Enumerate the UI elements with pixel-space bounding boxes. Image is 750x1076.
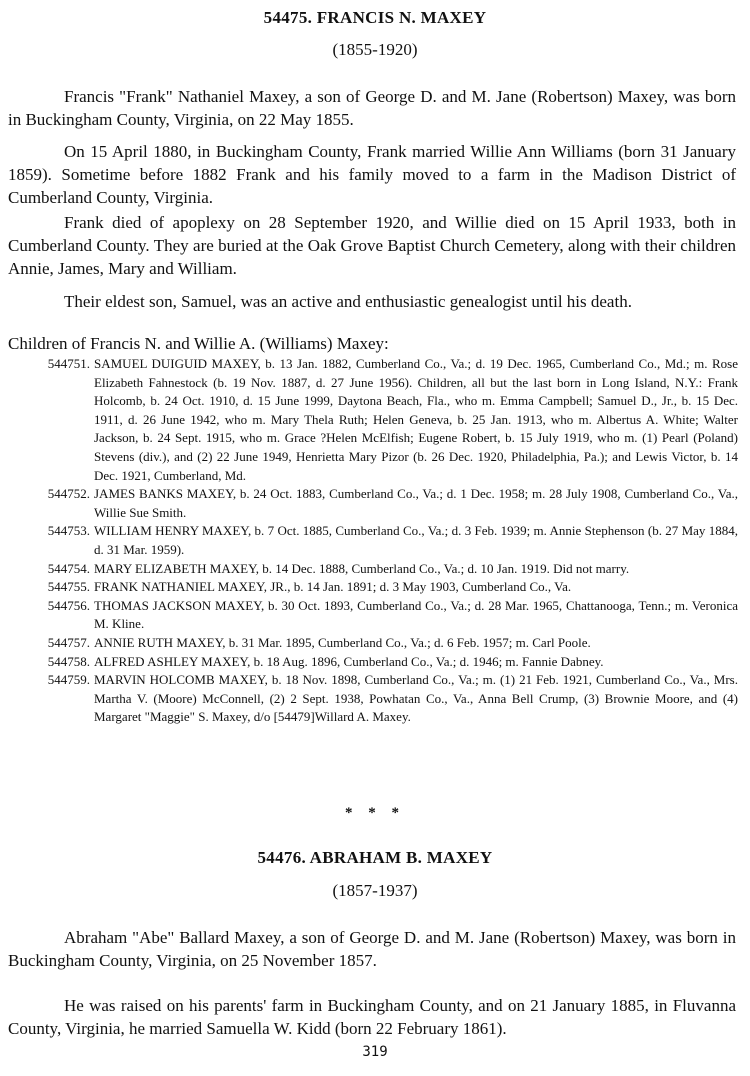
list-item [8,560,738,579]
child-number: 544759. [47,672,90,688]
page-number: 319 [362,1044,388,1060]
list-item [8,653,738,672]
list-item [8,597,738,634]
child-number: 544756. [47,597,90,613]
child-entry: JAMES BANKS MAXEY, b. 24 Oct. 1883, Cumberland Co., Va.; d. 1 Dec. 1958; m. 28 July 1908, Cumberland Co., Va., Willie Sue Smith. [94,486,738,520]
list-item [8,485,738,522]
child-number: 544755. [47,579,90,595]
list-item [8,355,738,485]
list-item [8,634,738,653]
child-entry: MARY ELIZABETH MAXEY, b. 14 Dec. 1888, Cumberland Co., Va.; d. 10 Jan. 1919. Did not marry. [94,560,630,576]
child-entry: ANNIE RUTH MAXEY, b. 31 Mar. 1895, Cumberland Co., Va.; d. 6 Feb. 1957; m. Carl Poole. [94,634,591,650]
child-entry: ALFRED ASHLEY MAXEY, b. 18 Aug. 1896, Cumberland Co., Va.; d. 1946; m. Fannie Dabney. [94,653,604,669]
list-item [8,522,738,559]
child-entry: SAMUEL DUIGUID MAXEY, b. 13 Jan. 1882, Cumberland Co., Va.; d. 19 Dec. 1965, Cumberland Co., Md.; m. Rose Elizabeth Fahnestock (b. 19 Nov. 1887, d. 27 June 1956). Children, all but the last born in Long Island, N.Y.: Frank Holcomb, b. 24 Oct. 1910, d. 15 June 1999, Daytona Beach, Fla., who m. Emma Campbell; Samuel D., Jr., b. 15 Dec. 1911, d. 26 June 1942, who m. Mary Thela Ruth; Helen Geneva, b. 25 Jan. 1913, who m. Albertus A. White; Walter Jackson, b. 24 Sept. 1915, who m. Grace ?Helen McElfish; Eugene Robert, b. 15 July 1919, who m. (1) Pearl (Poland) Stevens (div.), and (2) 22 June 1949, Henrietta Mary Pizor (b. 26 Dec. 1920, Philadelphia, Pa.); and Lewis Victor, b. 14 Dec. 1921, Cumberland, Md. [94,356,738,483]
list-item [8,578,738,597]
child-number: 544752. [47,486,90,502]
child-number: 544758. [47,653,90,669]
section-separator: * * * [345,805,405,821]
paragraph: Francis "Frank" Nathaniel Maxey, a son of George D. and M. Jane (Robertson) Maxey, was born in Buckingham County, Virginia, on 22 May 1855. [8,87,736,129]
children-list [8,355,738,727]
child-number: 544751. [47,356,90,371]
list-item [8,671,738,727]
section-heading: 54475. FRANCIS N. MAXEY [263,8,487,27]
child-entry: WILLIAM HENRY MAXEY, b. 7 Oct. 1885, Cumberland Co., Va.; d. 3 Feb. 1939; m. Annie Stephenson (b. 27 May 1884, d. 31 Mar. 1959). [94,523,738,557]
child-entry: FRANK NATHANIEL MAXEY, JR., b. 14 Jan. 1891; d. 3 May 1903, Cumberland Co., Va. [94,579,572,595]
child-number: 544754. [47,560,90,576]
child-number: 544757. [47,634,90,650]
section-heading: 54476. ABRAHAM B. MAXEY [257,848,493,867]
children-intro: Children of Francis N. and Willie A. (Williams) Maxey: [8,334,389,353]
paragraph: Frank died of apoplexy on 28 September 1920, and Willie died on 15 April 1933, both in Cumberland County. They are buried at the Oak Grove Baptist Church Cemetery, along with their children Annie, James, Mary and William. [8,213,736,278]
paragraph: On 15 April 1880, in Buckingham County, Frank married Willie Ann Williams (born 31 January 1859). Sometime before 1882 Frank and his family moved to a farm in the Madison District of Cumberland County, Virginia. [8,142,736,207]
section-dates: (1857-1937) [332,881,418,900]
paragraph: Their eldest son, Samuel, was an active and enthusiastic genealogist until his death. [64,292,632,311]
paragraph: He was raised on his parents' farm in Buckingham County, and on 21 January 1885, in Fluvanna County, Virginia, he married Samuella W. Kidd (born 22 February 1861). [8,996,736,1038]
child-entry: MARVIN HOLCOMB MAXEY, b. 18 Nov. 1898, Cumberland Co., Va.; m. (1) 21 Feb. 1921, Cumberland Co., Va., Mrs. Martha V. (Moore) McConnell, (2) 2 Sept. 1938, Powhatan Co., Va., Anna Bell Crump, (3) Brownie Moore, and (4) Margaret "Maggie" S. Maxey, d/o [54479]Willard A. Maxey. [94,672,738,725]
child-entry: THOMAS JACKSON MAXEY, b. 30 Oct. 1893, Cumberland Co., Va.; d. 28 Mar. 1965, Chattanooga, Tenn.; m. Veronica M. Kline. [94,597,738,632]
paragraph: Abraham "Abe" Ballard Maxey, a son of George D. and M. Jane (Robertson) Maxey, was born in Buckingham County, Virginia, on 25 November 1857. [8,928,736,970]
section-dates: (1855-1920) [332,40,418,59]
child-number: 544753. [47,523,90,539]
